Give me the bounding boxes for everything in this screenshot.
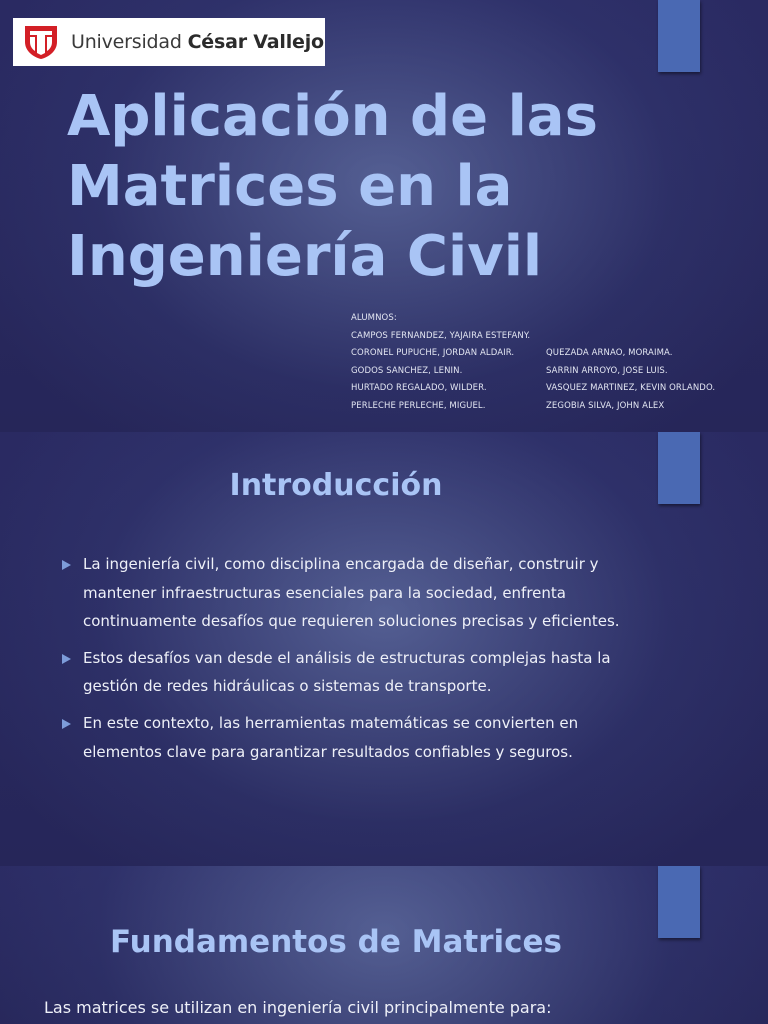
author-name: SARRIN ARROYO, JOSE LUIS. bbox=[546, 365, 668, 376]
authors-block bbox=[351, 310, 751, 416]
author-name: GODOS SANCHEZ, LENIN. bbox=[351, 365, 463, 376]
bullet-item bbox=[62, 550, 632, 636]
bullet-item bbox=[62, 644, 632, 701]
author-row bbox=[351, 380, 751, 398]
paragraph: Las matrices se utilizan en ingeniería civil principalmente para: bbox=[44, 998, 552, 1017]
author-row bbox=[351, 345, 751, 363]
section-heading: Introducción bbox=[229, 468, 443, 503]
author-name: CORONEL PUPUCHE, JORDAN ALDAIR. bbox=[351, 348, 515, 359]
author-name: HURTADO REGALADO, WILDER. bbox=[351, 383, 487, 394]
bullet-triangle-icon bbox=[62, 560, 71, 570]
author-name: ZEGOBIA SILVA, JOHN ALEX bbox=[546, 400, 665, 411]
author-name: CAMPOS FERNANDEZ, YAJAIRA ESTEFANY. bbox=[351, 330, 531, 341]
authors-label: ALUMNOS: bbox=[351, 313, 397, 323]
bullet-text: En este contexto, las herramientas matemáticas se convierten en elementos clave para garantizar resultados confiables y seguros. bbox=[83, 713, 579, 761]
author-row bbox=[351, 328, 751, 346]
logo-text: Universidad César Vallejo bbox=[71, 31, 324, 53]
slide-fundamentos bbox=[0, 866, 768, 1024]
bullet-item bbox=[62, 709, 632, 766]
bullet-text: Estos desafíos van desde el análisis de estructuras complejas hasta la gestión de redes hidráulicas o sistemas de transporte. bbox=[83, 648, 611, 696]
bullet-triangle-icon bbox=[62, 719, 71, 729]
ucv-shield-logo-icon bbox=[23, 24, 59, 60]
slide-introduction bbox=[0, 432, 768, 866]
author-name: QUEZADA ARNAO, MORAIMA. bbox=[546, 348, 673, 359]
author-name: VASQUEZ MARTINEZ, KEVIN ORLANDO. bbox=[546, 383, 716, 394]
section-heading: Fundamentos de Matrices bbox=[110, 924, 562, 960]
bullet-text: La ingeniería civil, como disciplina encargada de diseñar, construir y mantener infraestructuras esenciales para la sociedad, enfrenta continuamente desafíos que requieren soluciones precisas y eficientes. bbox=[83, 555, 620, 631]
author-name: PERLECHE PERLECHE, MIGUEL. bbox=[351, 400, 486, 411]
slide-title bbox=[0, 0, 768, 432]
author-row bbox=[351, 398, 751, 416]
accent-bar bbox=[658, 0, 700, 72]
university-logo bbox=[13, 18, 325, 66]
author-row bbox=[351, 363, 751, 381]
bullet-triangle-icon bbox=[62, 654, 71, 664]
presentation-title: Aplicación de las Matrices en la Ingeniería Civil bbox=[67, 84, 598, 289]
bullet-list bbox=[62, 550, 632, 774]
